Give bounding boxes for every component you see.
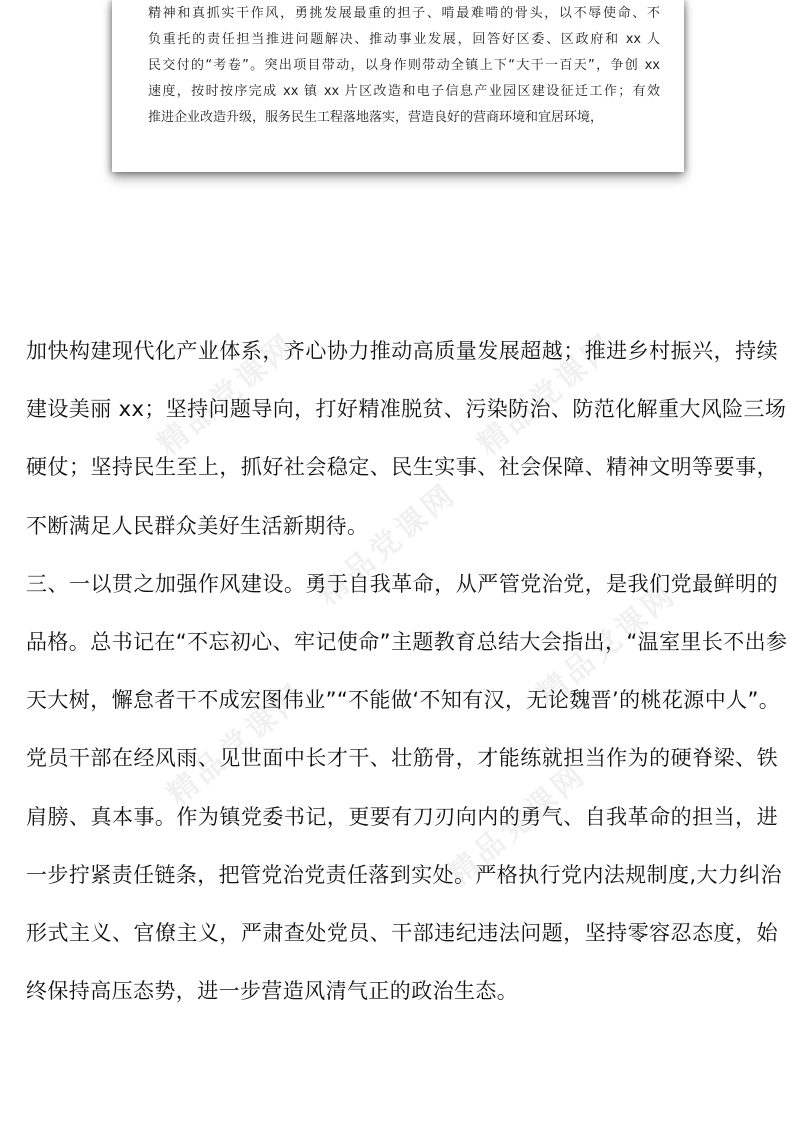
paragraph-line: 终保持高压态势，进一步营造风清气正的政治生态。 — [26, 979, 519, 1004]
paragraph-line: 不断满足人民群众美好生活新期待。 — [26, 513, 369, 538]
paragraph-line: 形式主义、官僚主义，严肃查处党员、干部违纪违法问题，坚持零容忍态度，始 — [26, 920, 778, 945]
paragraph-line: 硬仗；坚持民生至上，抓好社会稳定、民生实事、社会保障、精神文明等要事， — [26, 455, 778, 480]
preview-line: 负重托的责任担当推进问题解决、推动事业发展，回答好区委、区政府和 xx 人 — [148, 32, 660, 47]
preview-line: 民交付的“考卷”。突出项目带动，以身作则带动全镇上下“大干一百天”，争创 xx — [148, 58, 660, 73]
preview-line: 精神和真抓实干作风，勇挑发展最重的担子、啃最难啃的骨头，以不辱使命、不 — [148, 6, 660, 21]
paragraph-line: 一步拧紧责任链条，把管党治党责任落到实处。严格执行党内法规制度,大力纠治 — [26, 862, 783, 887]
paragraph-line: 党员干部在经风雨、见世面中长才干、壮筋骨，才能练就担当作为的硬脊梁、铁 — [26, 746, 778, 771]
preview-card — [112, 0, 684, 172]
watermark: 精品党课网 — [150, 326, 304, 463]
watermark: 精品党课网 — [470, 326, 624, 463]
article-body — [26, 322, 788, 1020]
watermark: 精品党课网 — [530, 576, 684, 713]
preview-text — [148, 0, 660, 131]
watermark: 精品党课网 — [440, 756, 594, 893]
paragraph-line: 加快构建现代化产业体系，齐心协力推动高质量发展超越；推进乡村振兴，持续 — [26, 339, 778, 363]
paragraph-line: 肩膀、真本事。作为镇党委书记，更要有刀刃向内的勇气、自我革命的担当，进 — [26, 804, 778, 829]
paragraph-line: 品格。总书记在“不忘初心、牢记使命”主题教育总结大会指出，“温室里长不出参 — [26, 629, 788, 654]
paragraph-line: 天大树，懈怠者干不成宏图伟业”“不能做‘不知有汉，无论魏晋’的桃花源中人”。 — [26, 688, 781, 713]
section-heading-line: 三、一以贯之加强作风建设。勇于自我革命，从严管党治党，是我们党最鲜明的 — [26, 571, 778, 596]
watermark: 精品党课网 — [310, 476, 464, 613]
paragraph-line: 建设美丽 xx；坚持问题导向，打好精准脱贫、污染防治、防范化解重大风险三场 — [26, 397, 787, 422]
preview-line: 速度，按时按序完成 xx 镇 xx 片区改造和电子信息产业园区建设征迁工作；有效 — [148, 84, 660, 99]
preview-line: 推进企业改造升级，服务民生工程落地落实，营造良好的营商环境和宜居环境， — [148, 110, 604, 125]
watermark: 精品党课网 — [160, 676, 314, 813]
